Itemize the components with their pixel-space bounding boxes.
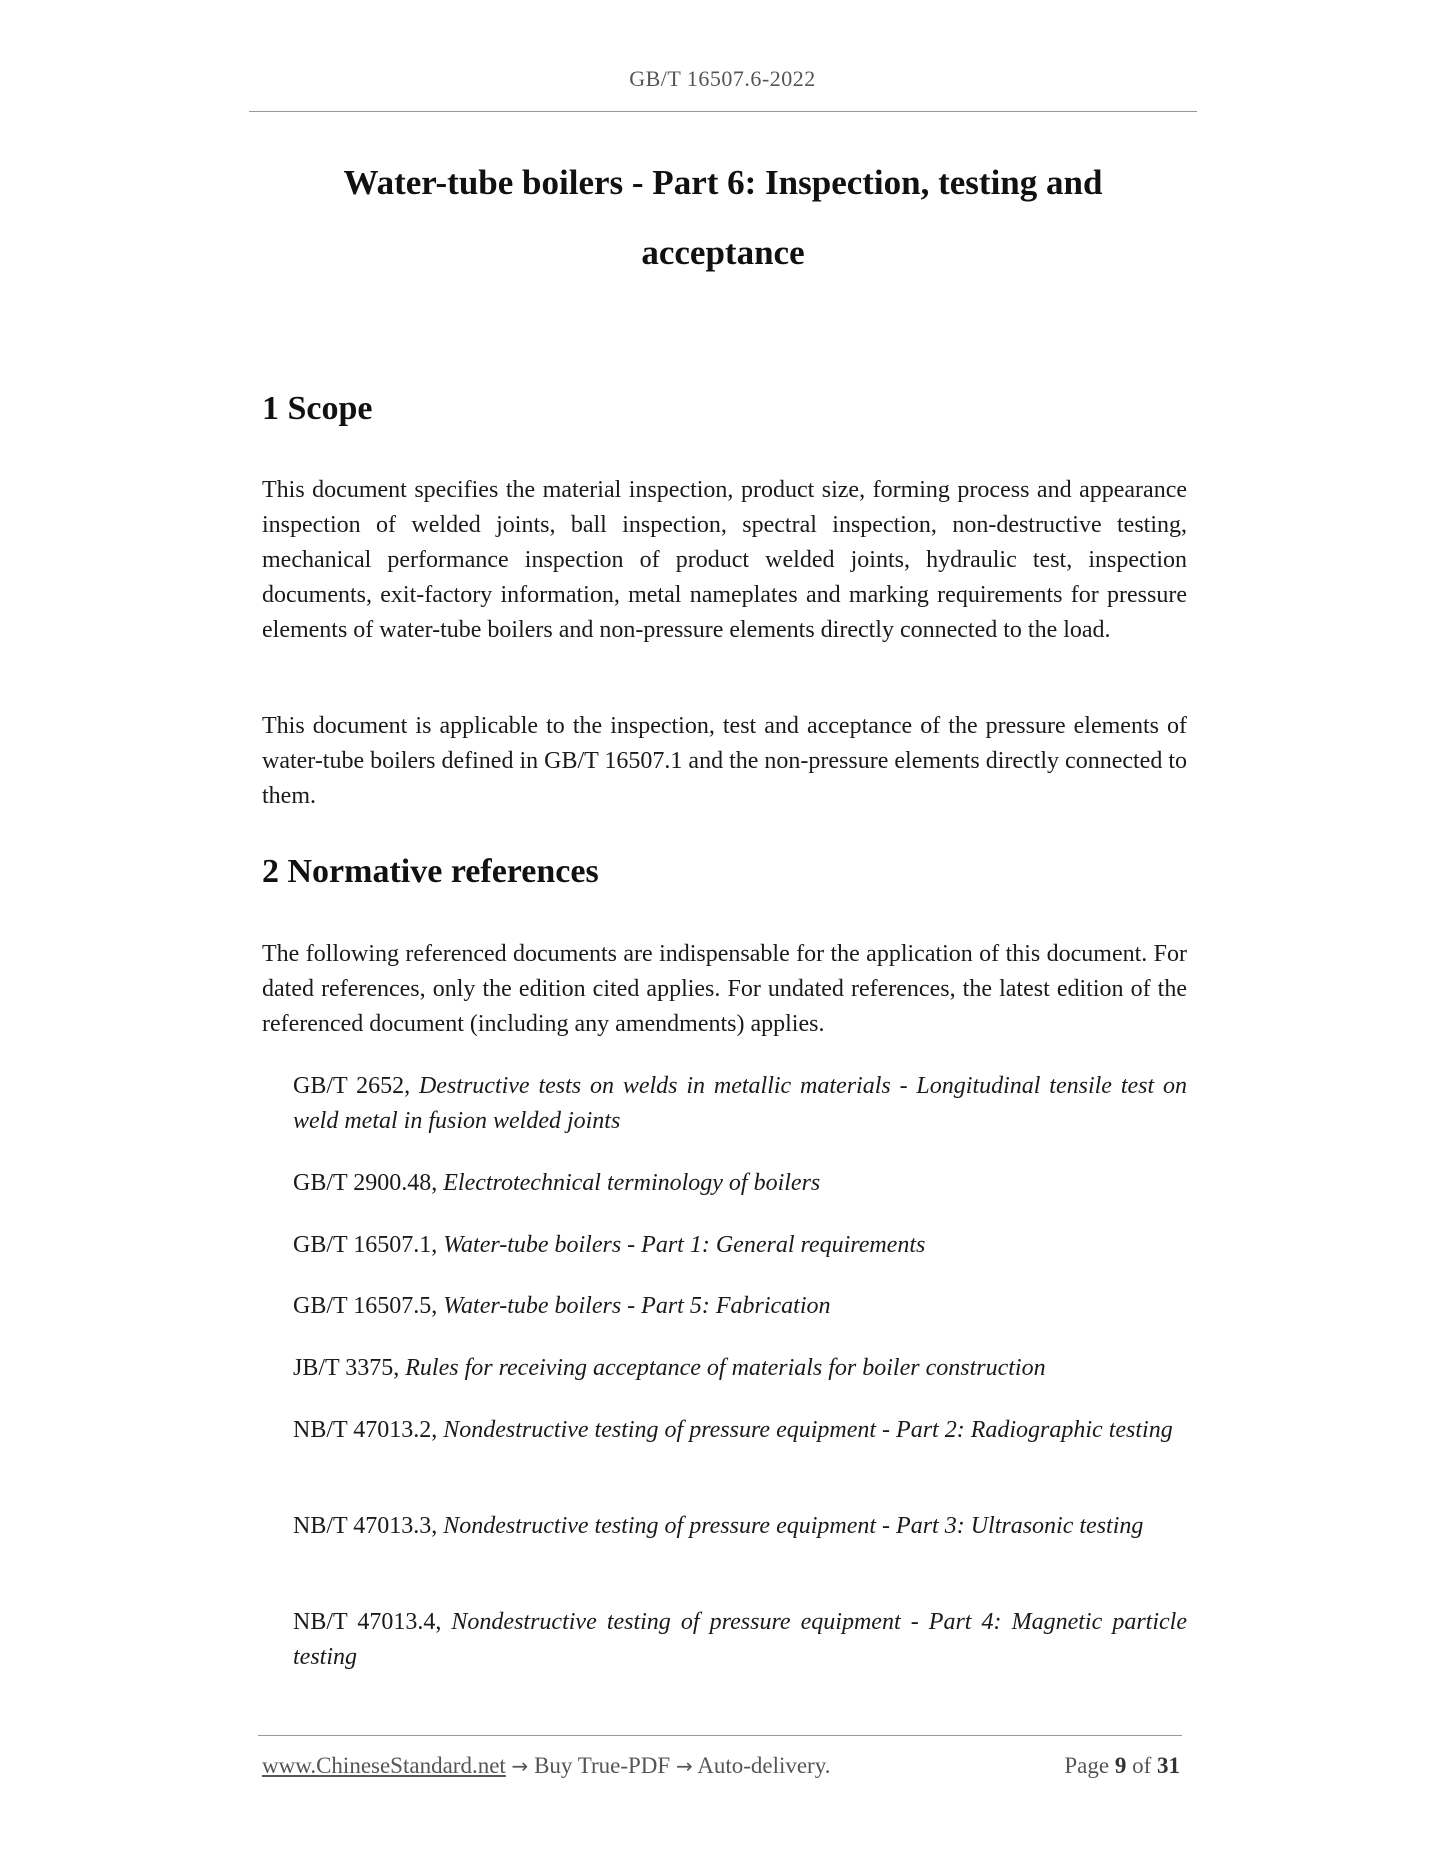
reference-code: JB/T 3375, [293, 1355, 406, 1381]
reference-item [293, 1605, 1187, 1675]
reference-item [293, 1413, 1187, 1448]
reference-code: GB/T 16507.1, [293, 1232, 444, 1258]
reference-item [293, 1166, 1187, 1201]
page-of-label: of [1132, 1753, 1152, 1778]
reference-item [293, 1069, 1187, 1139]
reference-title: Rules for receiving acceptance of materials for boiler construction [405, 1355, 1046, 1381]
reference-title: Electrotechnical terminology of boilers [443, 1170, 821, 1196]
reference-title: Nondestructive testing of pressure equipment - Part 4: Magnetic particle testing [293, 1609, 1187, 1670]
reference-title: Destructive tests on welds in metallic materials - Longitudinal tensile test on weld metal in fusion welded joints [293, 1073, 1187, 1134]
reference-title: Water-tube boilers - Part 1: General requirements [443, 1232, 926, 1258]
reference-code: NB/T 47013.3, [293, 1513, 444, 1539]
reference-code: GB/T 16507.5, [293, 1293, 444, 1319]
title-line-1: Water-tube boilers - Part 6: Inspection, testing and [343, 163, 1103, 202]
section-heading-scope: 1 Scope [262, 390, 373, 427]
reference-code: NB/T 47013.2, [293, 1417, 444, 1443]
reference-item [293, 1509, 1187, 1544]
normative-intro-paragraph: The following referenced documents are indispensable for the application of this document. For dated references, only the edition cited applies. For undated references, the latest edition of the referenced document (including any amendments) applies. [262, 941, 1187, 1037]
reference-item [293, 1228, 1187, 1263]
reference-code: NB/T 47013.4, [293, 1609, 452, 1635]
arrow-right-icon: → [675, 1754, 693, 1778]
page-current: 9 [1114, 1753, 1127, 1778]
reference-code: GB/T 2900.48, [293, 1170, 444, 1196]
website-link[interactable]: www.ChineseStandard.net [262, 1753, 506, 1778]
page-footer [262, 1753, 1180, 1779]
footer-divider [258, 1735, 1182, 1736]
arrow-right-icon: → [511, 1754, 529, 1778]
reference-title: Water-tube boilers - Part 5: Fabrication [443, 1293, 831, 1319]
title-line-2: acceptance [641, 233, 805, 272]
header-document-id: GB/T 16507.6-2022 [629, 66, 816, 91]
header-divider [249, 111, 1197, 112]
scope-paragraph-1: This document specifies the material inspection, product size, forming process and appearance inspection of welded joints, ball inspection, spectral inspection, non-destructive testing, mechanical performance inspection of product welded joints, hydraulic test, inspection documents, exit-factory information, metal nameplates and marking requirements for pressure elements of water-tube boilers and non-pressure elements directly connected to the load. [262, 477, 1187, 643]
scope-paragraph-2: This document is applicable to the inspection, test and acceptance of the pressure elements of water-tube boilers defined in GB/T 16507.1 and the non-pressure elements directly connected to them. [262, 713, 1187, 809]
page-label: Page [1064, 1753, 1110, 1778]
footer-promo [262, 1753, 830, 1779]
page-total: 31 [1157, 1753, 1180, 1778]
reference-code: GB/T 2652, [293, 1073, 419, 1099]
reference-item [293, 1289, 1187, 1324]
section-heading-normative-references: 2 Normative references [262, 853, 599, 890]
reference-item [293, 1351, 1187, 1386]
reference-title: Nondestructive testing of pressure equipment - Part 2: Radiographic testing [443, 1417, 1173, 1443]
auto-delivery-text: Auto-delivery. [697, 1753, 831, 1778]
buy-true-pdf-text: Buy True-PDF [534, 1753, 671, 1778]
document-title [249, 148, 1197, 288]
page-number [1064, 1753, 1180, 1779]
reference-title: Nondestructive testing of pressure equipment - Part 3: Ultrasonic testing [443, 1513, 1144, 1539]
